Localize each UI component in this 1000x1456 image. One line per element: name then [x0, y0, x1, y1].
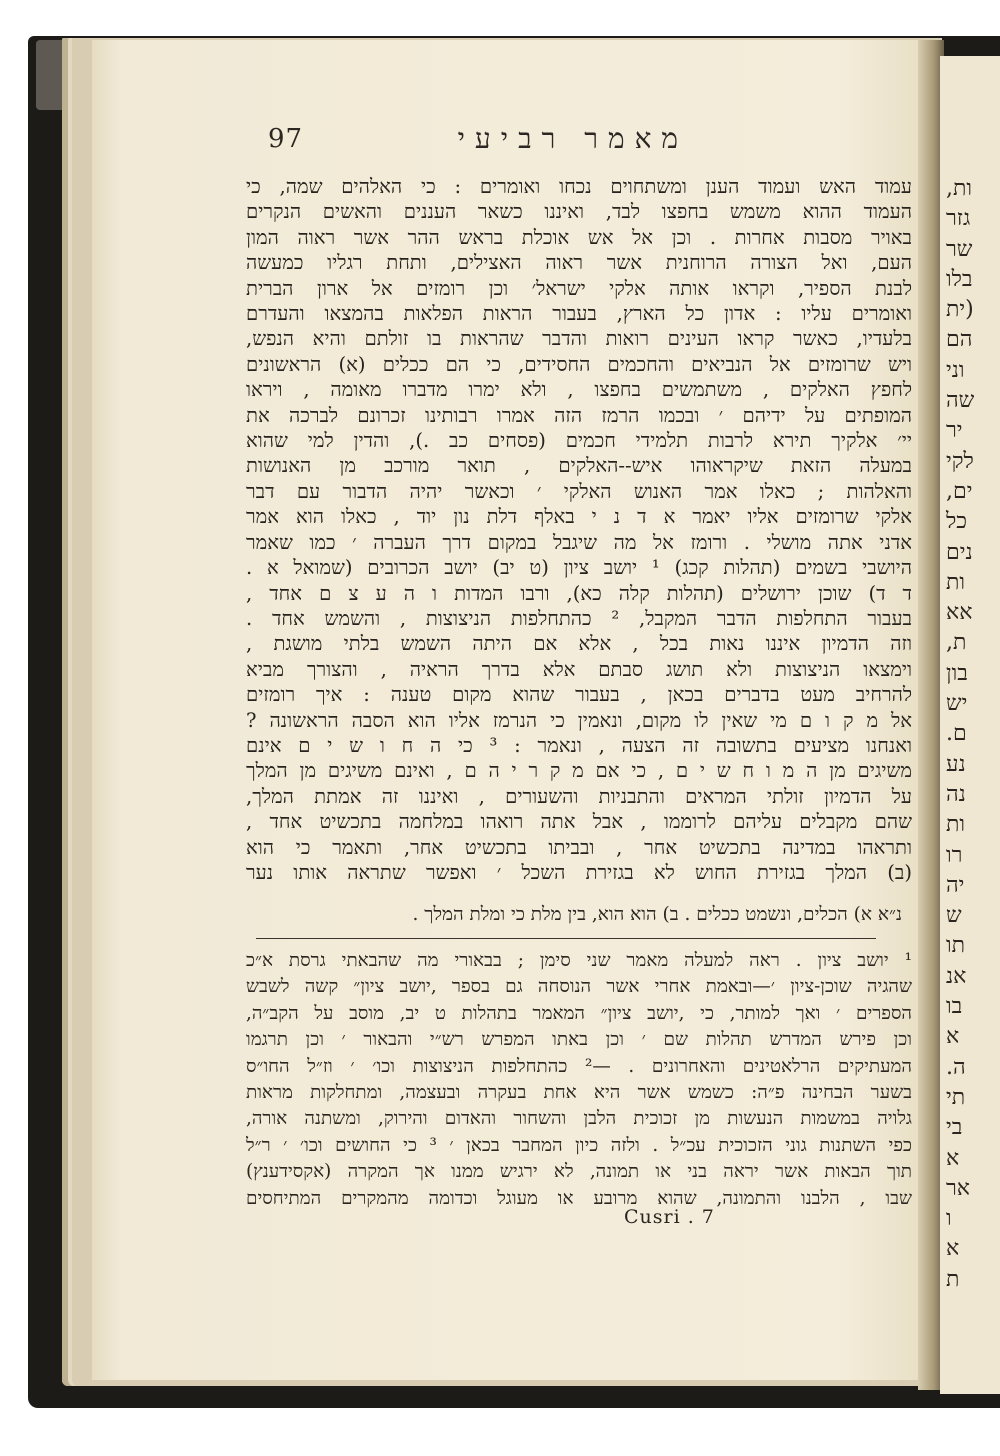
- right-page-line: נה: [946, 781, 966, 807]
- right-page-line: ם.: [946, 721, 967, 747]
- right-page-line: לקי: [946, 448, 974, 474]
- text-line: משיגים מן ה מ ו ח ש י ם , כי אם מ ק ר י ה ם , ואינם משיגים מן המלך: [246, 759, 912, 783]
- right-page-line: אר: [946, 1175, 971, 1201]
- text-line: במעלה הזאת שיקראוהו איש--האלקים , תואר מורכב מן האנושות: [246, 454, 912, 478]
- right-page-line: שה: [946, 388, 975, 414]
- text-line: ויש שרומזים אל הנביאים והחכמים החסידים, כי הם ככלים (א) הראשונים: [246, 352, 912, 376]
- footnote-line: המעתיקים הרלאטינים והאחרונים . —² כהתחלפות הניצוצות וכו׳ ׳ וז״ל החו״ס: [246, 1055, 912, 1077]
- right-page-line: נע: [946, 751, 966, 777]
- right-page-line: בו: [946, 994, 963, 1020]
- text-line: ואומרים עליו : אדון כל הארץ, בעבור הראות הפלאות בהמצאו והעדרם: [246, 302, 912, 326]
- text-line: אל מ ק ו ם מי שאין לו מקום, ונאמין כי הנרמז אליו הוא הסבה הראשונה ?: [246, 708, 912, 732]
- right-page-line: אא: [946, 600, 973, 626]
- text-line: וימצאו הניצוצות ולא תושג סבתם אלא בדרך הראיה , והצורך מביא: [246, 657, 912, 681]
- right-page-line: יר: [946, 418, 963, 444]
- right-page-line: א: [946, 1236, 960, 1262]
- right-page-line: בון: [946, 660, 968, 686]
- text-line: היושבי בשמים (תהלות קכג) ¹ יושב ציון (ט יב) יושב הכרובים (שמואל א .: [246, 556, 912, 580]
- right-page-line: א: [946, 1024, 960, 1050]
- right-page-line: נים: [946, 539, 973, 565]
- text-line: באויר מסבות אחרות . וכן אל אש אוכלת בראש ההר אשר ראוה המון: [246, 225, 912, 249]
- text-line: לבנת הספיר, וקראו אותה אלקי ישראל׳ וכן רומזים אל ארון הברית: [246, 276, 912, 300]
- footnote-line: בשער הבחינה פ״ה: כשמש אשר היא אחת בעקרה ובעצמה, ומתחלקות מראות: [246, 1082, 912, 1104]
- footnote-line: גלויה במשמות הנעשות מן זכוכית הלבן והשחור והאדום והירוק, ומשתנה אורה,: [246, 1108, 912, 1130]
- right-page-line: בי: [946, 1115, 963, 1141]
- text-line: יי׳ אלקיך תירא לרבות תלמידי חכמים (פסחים כב .), והדין למי שהוא: [246, 429, 912, 453]
- text-line: וזה הדמיון איננו נאות בכל , אלא אם היתה השמש בלתי מושגת ,: [246, 632, 912, 656]
- footnote-line: ¹ יושב ציון . ראה למעלה מאמר שני סימן ; בבאורי מה שהבאתי גרסת א״כ: [246, 950, 912, 971]
- text-line: להרחיב מעט בדברים בכאן , בעבור שהוא מקום טענה : איך רומזים: [246, 683, 912, 707]
- footnote-line: שבו , הלבנו והתמונה, שהוא מרובע או מעוגל וכדומה מהמקרים המתיחסים: [246, 1187, 912, 1209]
- footnote-line: תוך הבאות אשר יראה בני או תמונה, לא ירגיש ממנו אך המקרה (אקסידענץ): [246, 1161, 912, 1183]
- text-line: העם, ואל הצורה הרוחנית אשר ראוה האצילים, ותחת רגליו כמעשה: [246, 251, 912, 275]
- right-page-line: יש: [946, 691, 968, 717]
- text-line: אדני אתה מושלי . ורומז אל מה שיגבל במקום דרך העברה ׳ כמו שאמר: [246, 530, 912, 554]
- text-line: המופתים על ידיהם ׳ ובכמו הרמז הזה אמרו רבותינו זכרונם לברכה את: [246, 403, 912, 427]
- right-page-line: יה: [946, 872, 965, 898]
- text-line: העמוד ההוא משמש בחפצו לבד, ואיננו כשאר העננים והאשים הנקרים: [246, 200, 912, 224]
- text-line: והאלהות ; כאלו אמר האנוש האלקי ׳ וכאשר יהיה הדבור עם דבר: [246, 479, 912, 503]
- text-line: על הדמיון זולתי המראים והתבניות והשעורים , ואיננו זה אמתת המלך,: [246, 784, 912, 808]
- right-page-line: ו: [946, 1206, 952, 1232]
- running-title: מאמר רביעי: [457, 122, 688, 155]
- right-page-line: וני: [946, 357, 965, 383]
- text-line: בעבור התחלפות הדבר המקבל, ² כהתחלפות הניצוצות , והשמש אחד .: [246, 606, 912, 630]
- right-page-line: הם: [946, 327, 973, 353]
- footnote-line: שהגיה שוכן-ציון ׳—ובאמת אחרי אשר הנוסחה גם בספר ,יושב ציון״ קשה לשבש: [246, 976, 912, 998]
- text-line: ואנחנו מציעים בתשובה זה הצעה , ונאמר : ³ כי ה ח ו ש י ם אינם: [246, 733, 912, 757]
- right-page-line: תו: [946, 933, 966, 959]
- page-header: [268, 124, 688, 164]
- right-page-line: ות: [946, 812, 966, 838]
- right-page-line: א: [946, 1145, 960, 1171]
- right-page-line: גזר: [946, 206, 971, 232]
- right-page-line: ת: [946, 1266, 960, 1292]
- footnotes: [246, 948, 912, 1212]
- page-number: 97: [268, 124, 304, 154]
- variant-readings-note: נ״א א) הכלים, ונשמט ככלים . ב) הוא הוא, בין מלת כי ומלת המלך .: [412, 904, 902, 925]
- right-page-text: [940, 56, 1000, 1295]
- right-page-line: (ית: [946, 297, 974, 323]
- right-page-line: כל: [946, 509, 968, 535]
- text-line: (ב) המלך בגזירת החוש לא בגזירת השכל ׳ ואפשר שתראה אותו נער: [246, 860, 912, 884]
- text-line: ד ד) שוכן ירושלים (תהלות קלה כא), ורבו המדות ו ה ע צ ם אחד ,: [246, 581, 912, 605]
- text-line: עמוד האש ועמוד הענן ומשתחוים נכחו ואומרים : כי האלהים שמה, כי: [246, 175, 912, 198]
- text-line: שהם מקבלים עליהם לרוממו , אבל אתה רואהו במלחמה בתכשיט אחד ,: [246, 810, 912, 834]
- right-page-line: אנ: [946, 963, 967, 989]
- text-line: בלעדיו, כאשר קראו העינים רואות והדבר שהראות בו זולתם והיא הנפש,: [246, 327, 912, 351]
- footnote-line: הספרים ׳ ואך למותר, כי ,יושב ציון״ המאמר בתהלות ט יב, מוסב על הקב״ה,: [246, 1002, 912, 1024]
- text-line: לחפץ האלקים , משתמשים בחפצו , ולא ימרו מדברו מאומה , ויראו: [246, 378, 912, 402]
- main-text: [246, 174, 912, 885]
- text-line: אלקי שרומזים אליו יאמר א ד נ י באלף דלת נון יוד , כאלו הוא אמר: [246, 505, 912, 529]
- footnote-line: וכן פירש המדרש תהלות שם ׳ וכן באתו המפרש רש״י והבאור ׳ וכן תרגמו: [246, 1029, 912, 1051]
- right-page-line: בלו: [946, 266, 973, 292]
- footnote-separator: [256, 938, 876, 939]
- printer-signature: Cusri . 7: [624, 1206, 715, 1228]
- right-page-line: ה.: [946, 1054, 966, 1080]
- right-page-line: תי: [946, 1084, 966, 1110]
- right-page-line: ש: [946, 903, 962, 929]
- right-page-line: ים,: [946, 478, 973, 504]
- right-page-fragment: [940, 56, 1000, 1394]
- text-line: ותראהו במדינה בתכשיט אחר , ובביתו בתכשיט אחר, ותאמר כי הוא: [246, 835, 912, 859]
- right-page-line: ות: [946, 569, 966, 595]
- right-page-line: ת,: [946, 630, 967, 656]
- right-page-line: ות,: [946, 176, 973, 201]
- right-page-line: שר: [946, 236, 973, 262]
- right-page-line: רו: [946, 842, 963, 868]
- footnote-line: כפי השתנות גוני הזכוכית עכ״ל . ולזה כיון המחבר בכאן ׳ ³ כי החושים וכו׳ ׳ ר״ל: [246, 1134, 912, 1156]
